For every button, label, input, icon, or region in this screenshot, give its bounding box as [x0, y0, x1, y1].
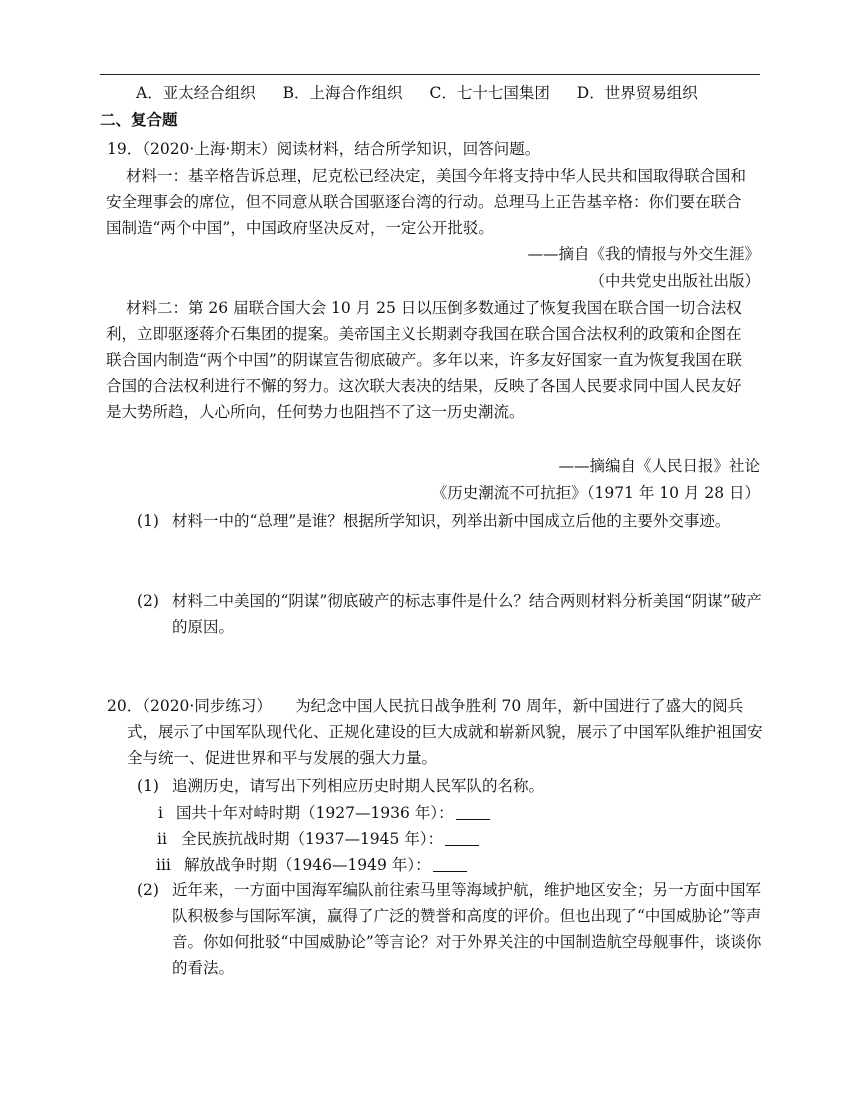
q19-source1-line2: （中共党史出版社出版） — [589, 272, 760, 290]
q19-source1-line1: ——摘自《我的情报与外交生涯》 — [527, 245, 760, 263]
q20-item-i-text: 国共十年对峙时期（1927—1936 年）： — [176, 804, 454, 822]
q20-item-iii-number: iii — [156, 856, 171, 874]
q20-item-ii-text: 全民族抗战时期（1937—1945 年）： — [181, 830, 444, 848]
q20-sub2-text: 近年来，一方面中国海军编队前往索马里等海域护航，维护地区安全；另一方面中国军队积极参与国际军演，赢得了广泛的赞誉和高度的评价。但也出现了“中国威胁论”等声音。你如何批驳“中国威胁论”等言论？对于外界关注的中国制造航空母舰事件，谈谈你的看法。 — [172, 881, 762, 977]
q20-header: 20．（2020·同步练习） 为纪念中国人民抗日战争胜利 70 周年，新中国进行了盛大的阅兵式，展示了中国军队现代化、正规化建设的巨大成就和崭新风貌，展示了中国军队维护祖国安全与统一、促进世界和平与发展的强大力量。 — [107, 697, 763, 767]
q19-source2-line2: 《历史潮流不可抗拒》（1971 年 10 月 28 日） — [431, 484, 760, 502]
q20-item-iii-text: 解放战争时期（1946—1949 年）： — [184, 856, 431, 874]
q20-item-iii — [184, 852, 467, 878]
option-d: D．世界贸易组织 — [576, 84, 698, 102]
q20-item-i-number: i — [158, 804, 163, 822]
q19-sub1-text: 材料一中的“总理”是谁？根据所学知识，列举出新中国成立后他的主要外交事迹。 — [172, 512, 731, 530]
option-b: B．上海合作组织 — [282, 84, 403, 102]
answer-blank[interactable] — [445, 831, 479, 846]
q20-item-ii-number: ii — [157, 830, 167, 848]
q19-sub1-number: (1) — [137, 512, 159, 530]
q20-item-ii — [181, 826, 479, 852]
q19-material1: 材料一：基辛格告诉总理，尼克松已经决定，美国今年将支持中华人民共和国取得联合国和安全理事会的席位，但不同意从联合国驱逐台湾的行动。总理马上正告基辛格：你们要在联合国制造“两个中国”，中国政府坚决反对，一定公开批驳。 — [106, 167, 747, 237]
section-title: 二、复合题 — [100, 110, 178, 129]
option-c: C．七十七国集团 — [429, 84, 550, 102]
options-row — [136, 80, 720, 106]
q20-sub2-number: (2) — [137, 881, 159, 899]
q19-header: 19．（2020·上海·期末）阅读材料，结合所学知识，回答问题。 — [107, 140, 541, 158]
answer-blank[interactable] — [433, 857, 467, 872]
q19-sub2-number: (2) — [137, 592, 159, 610]
q20-item-i — [176, 800, 490, 826]
q20-sub1-text: 追溯历史，请写出下列相应历史时期人民军队的名称。 — [172, 777, 545, 795]
top-divider — [100, 74, 760, 75]
q19-material2: 材料二：第 26 届联合国大会 10 月 25 日以压倒多数通过了恢复我国在联合国一切合法权利，立即驱逐蒋介石集团的提案。美帝国主义长期剥夺我国在联合国合法权利的政策和企图在联合国内制造“两个中国”的阴谋宣告彻底破产。多年以来，许多友好国家一直为恢复我国在联合国的合法权利进行不懈的努力。这次联大表决的结果，反映了各国人民要求同中国人民友好是大势所趋，人心所向，任何势力也阻挡不了这一历史潮流。 — [106, 299, 742, 421]
answer-blank[interactable] — [456, 805, 490, 820]
q19-source2-line1: ——摘编自《人民日报》社论 — [558, 457, 760, 475]
q19-sub2-text: 材料二中美国的“阴谋”彻底破产的标志事件是什么？结合两则材料分析美国“阴谋”破产的原因。 — [172, 592, 762, 636]
q20-sub1-number: (1) — [137, 777, 159, 795]
option-a: A．亚太经合组织 — [136, 84, 256, 102]
